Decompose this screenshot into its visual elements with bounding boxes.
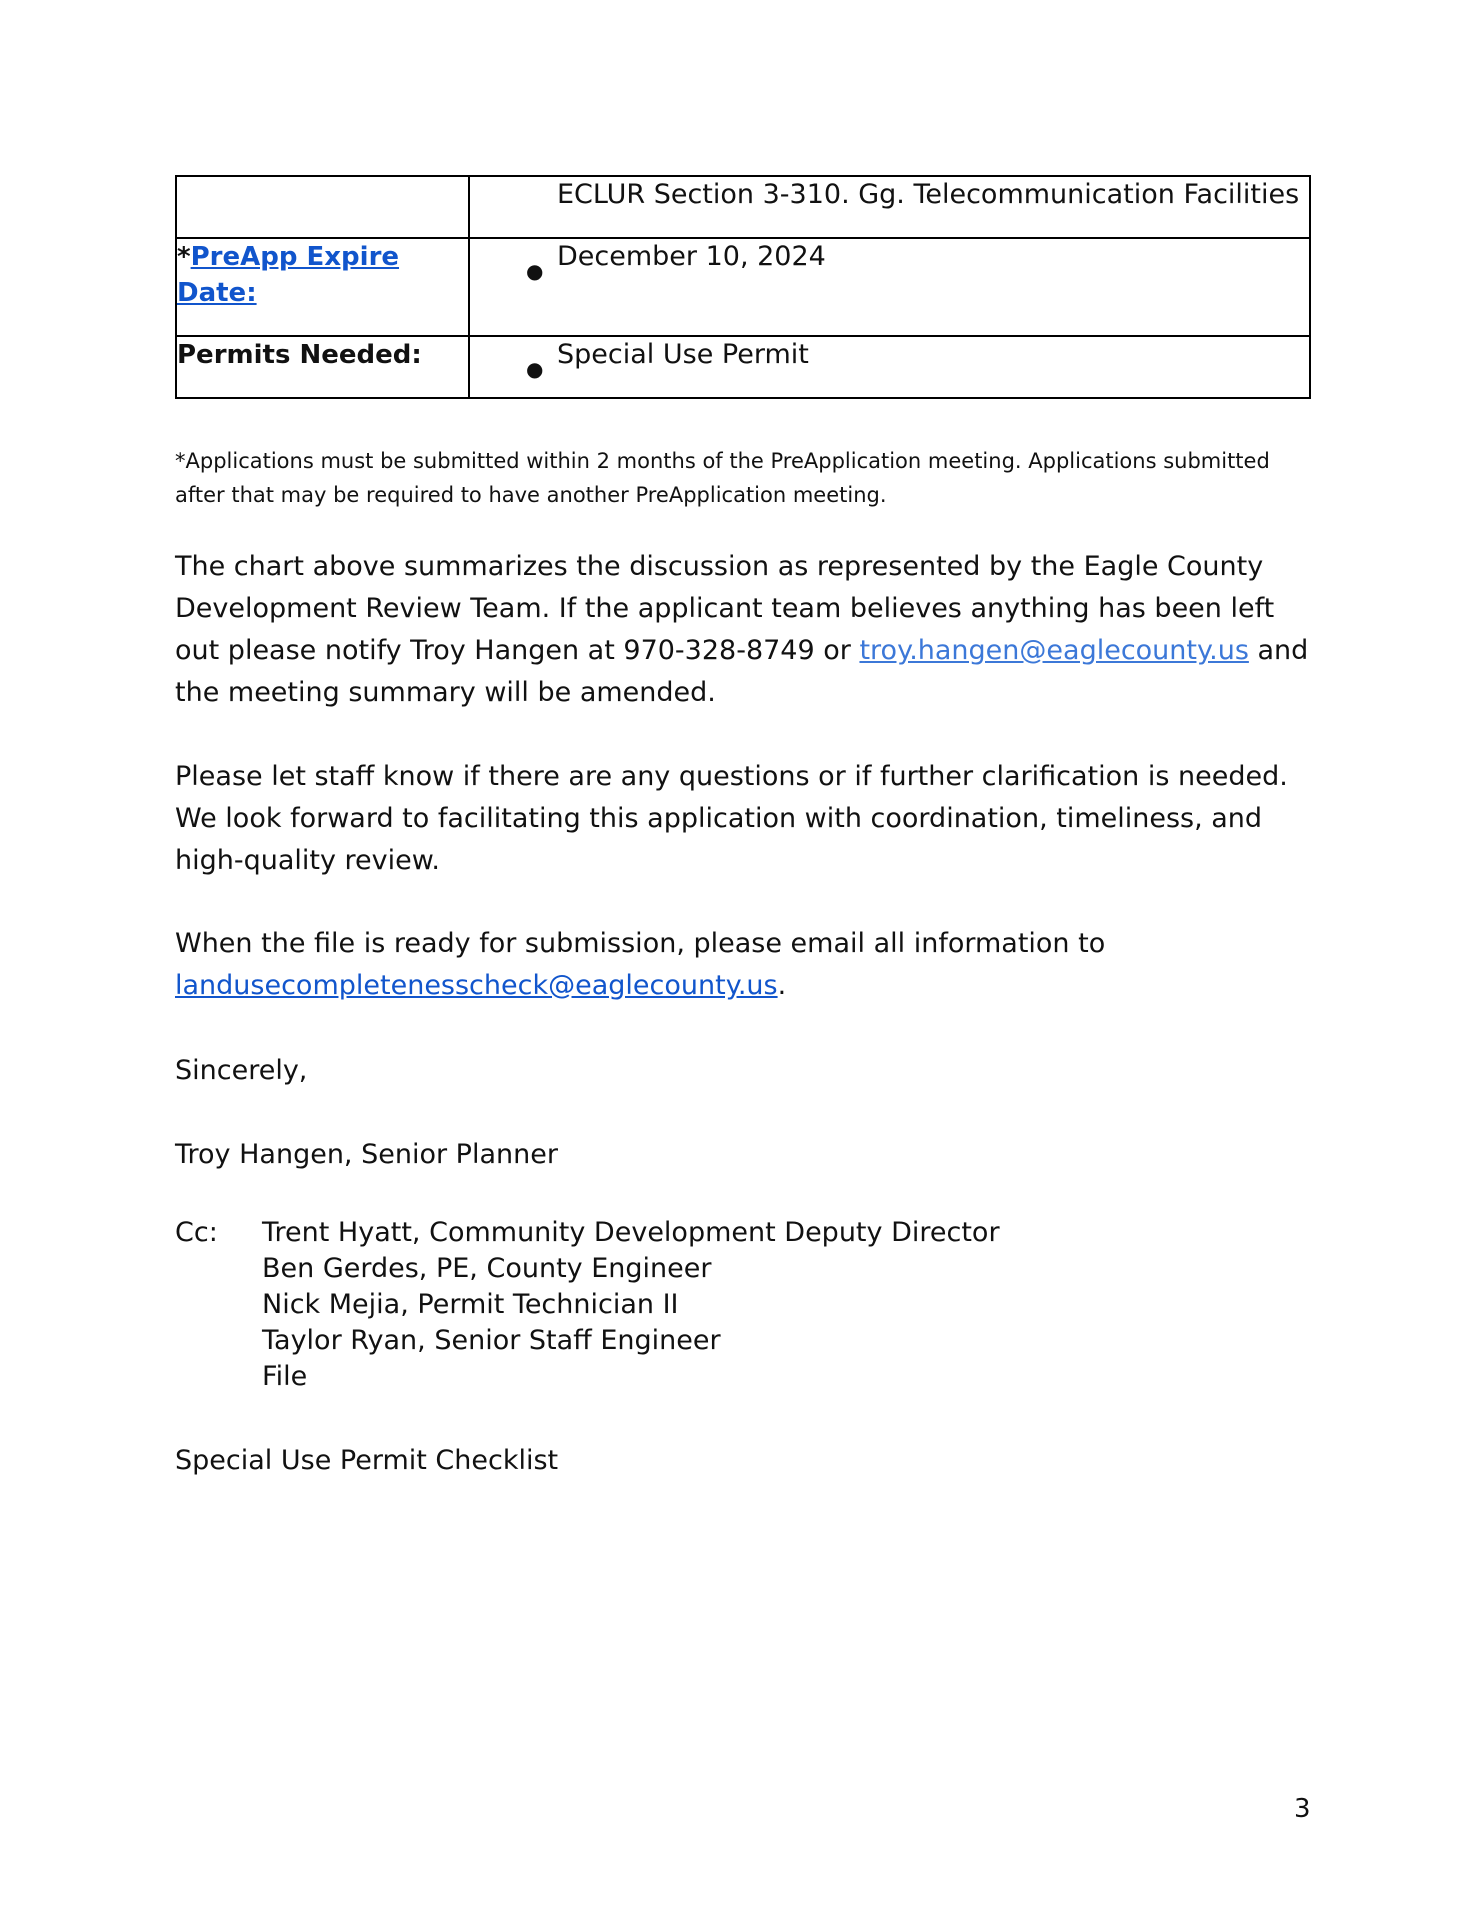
summary-table: [175, 175, 1311, 399]
paragraph-text: .: [777, 970, 787, 1001]
row-label-permits: Permits Needed:: [176, 336, 469, 398]
attachment-line: Special Use Permit Checklist: [175, 1445, 559, 1476]
row-value-code-section: ECLUR Section 3-310. Gg. Telecommunication Facilities: [557, 179, 1300, 210]
summary-paragraph: [175, 546, 1315, 714]
footnote: *Applications must be submitted within 2 months of the PreApplication meeting. Applications submitted after that may be required to have another PreApplication meeting.: [175, 449, 1270, 507]
asterisk: *: [177, 242, 191, 272]
paragraph-text: When the file is ready for submission, please email all information to: [175, 928, 1106, 959]
signature: Troy Hangen, Senior Planner: [175, 1139, 558, 1170]
table-row: [176, 336, 1310, 398]
paragraph-text: The chart above summarizes the discussion as represented by the Eagle County Development Review Team. If the applicant team believes anything has been left out please notify Troy Hangen at 970-328-8749 or: [175, 551, 1275, 666]
table-row: [176, 176, 1310, 238]
cc-label: Cc:: [175, 1217, 218, 1248]
bullet-icon: ●: [526, 259, 544, 283]
cc-list: [262, 1215, 1162, 1395]
submission-email-link[interactable]: landusecompletenesscheck@eaglecounty.us: [175, 970, 778, 1001]
cc-recipient: File: [262, 1361, 308, 1392]
row-value-permits: Special Use Permit: [557, 339, 809, 370]
cc-recipient: Nick Mejia, Permit Technician II: [262, 1289, 679, 1320]
paragraph-text: and the meeting summary will be amended.: [175, 635, 1309, 708]
submission-paragraph: [175, 923, 1315, 1007]
row-value-expire-date: December 10, 2024: [557, 241, 826, 272]
contact-email-link[interactable]: troy.hangen@eaglecounty.us: [859, 635, 1249, 666]
page-number: 3: [1294, 1794, 1311, 1824]
cc-recipient: Trent Hyatt, Community Development Deputy Director: [262, 1217, 1000, 1248]
questions-paragraph: Please let staff know if there are any questions or if further clarification is needed. We look forward to facilitating this application with coordination, timeliness, and high-quality review.: [175, 761, 1288, 876]
row-label-empty: [176, 176, 469, 238]
cc-recipient: Taylor Ryan, Senior Staff Engineer: [262, 1325, 721, 1356]
preapp-expire-date-link[interactable]: PreApp Expire Date:: [177, 242, 400, 308]
cc-recipient: Ben Gerdes, PE, County Engineer: [262, 1253, 712, 1284]
bullet-icon: ●: [526, 357, 544, 381]
closing: Sincerely,: [175, 1055, 308, 1086]
table-row: [176, 238, 1310, 336]
